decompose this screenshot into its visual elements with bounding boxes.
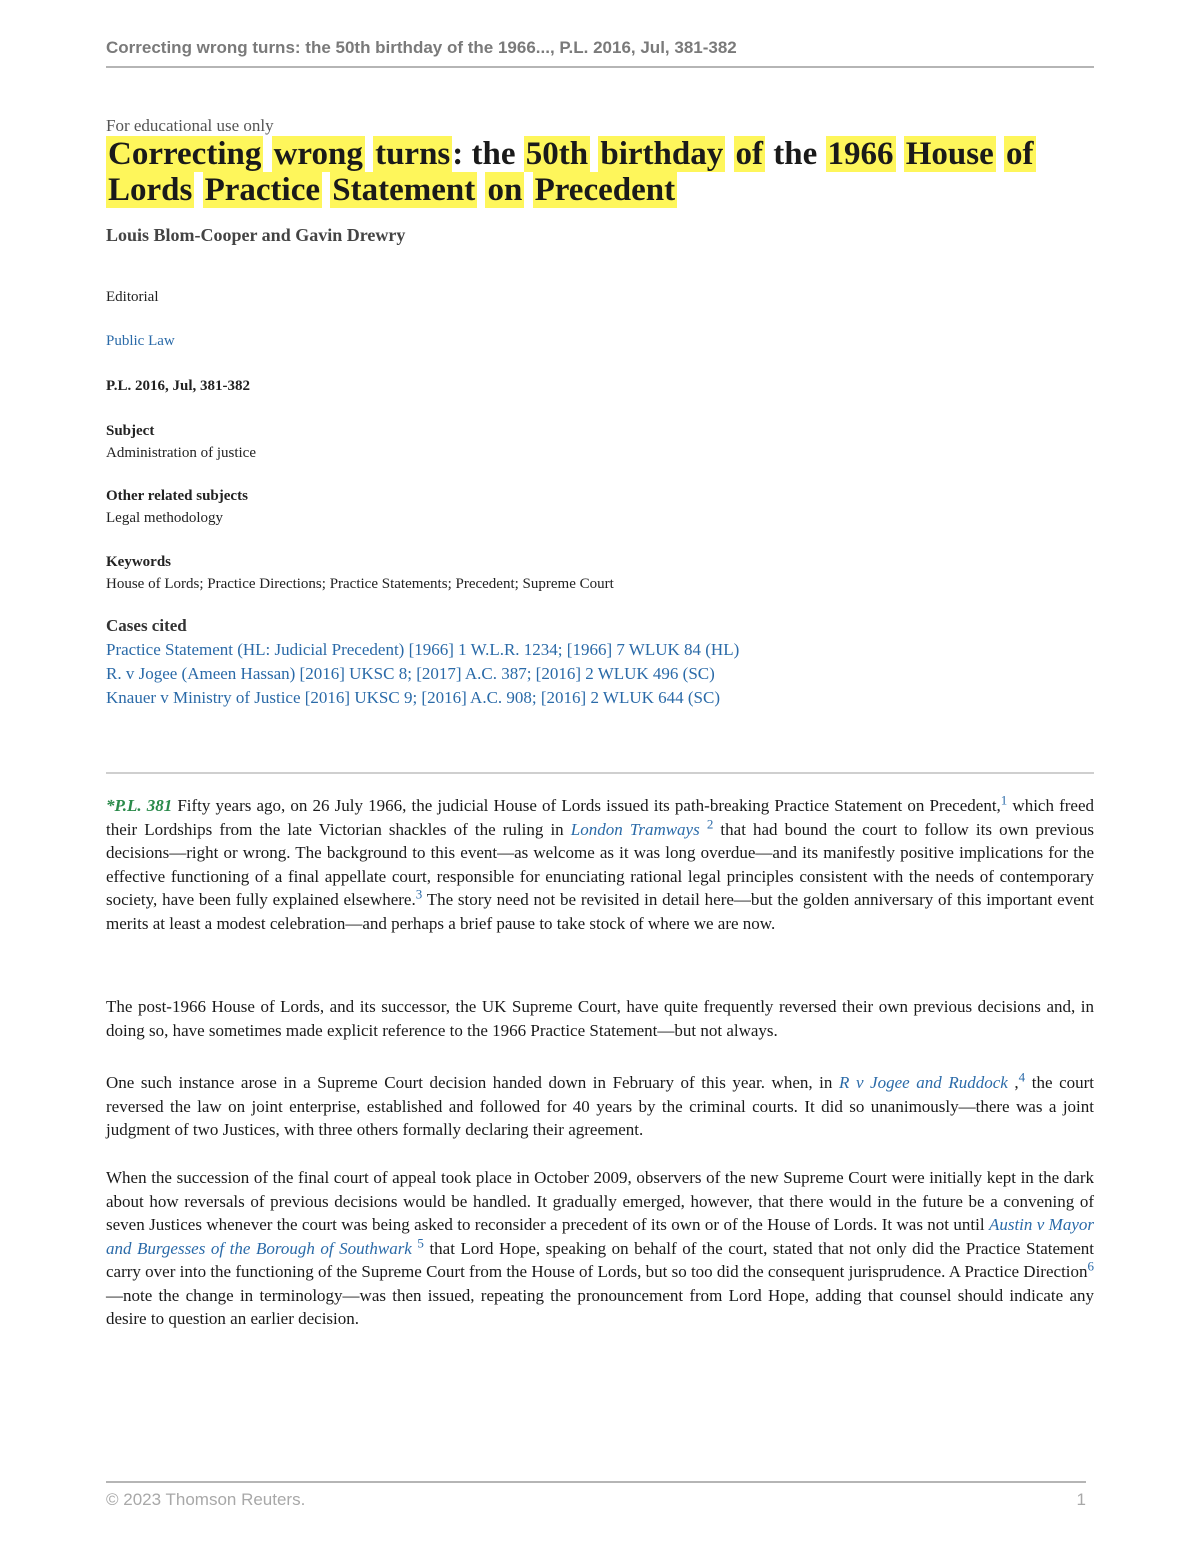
footnote-ref[interactable]: 3 xyxy=(415,886,423,902)
keywords-value: House of Lords; Practice Directions; Practice Statements; Precedent; Supreme Court xyxy=(106,576,614,592)
case-reference-link[interactable]: London Tramways xyxy=(570,819,700,839)
footer-divider xyxy=(106,1481,1086,1483)
title-word: 50th xyxy=(525,136,589,172)
citation: P.L. 2016, Jul, 381-382 xyxy=(106,378,251,394)
page-number: 1 xyxy=(1076,1490,1086,1509)
paragraph-text: , xyxy=(1007,1073,1019,1092)
title-word: Precedent xyxy=(534,172,676,208)
document-title xyxy=(106,136,1096,208)
title-word: Practice xyxy=(204,172,321,208)
title-word: Lords xyxy=(108,172,193,208)
footnote-ref[interactable]: 2 xyxy=(706,815,714,831)
title-colon: : xyxy=(452,136,464,172)
footnote-ref[interactable]: 4 xyxy=(1018,1069,1026,1085)
case-reference-link[interactable]: Austin v Mayor and Burgesses of the Borough of Southwark xyxy=(106,1215,1094,1258)
footnote-ref[interactable]: 1 xyxy=(1000,792,1008,808)
paragraph-text: Fifty years ago, on 26 July 1966, the judicial House of Lords issued its path-breaking Practice Statement on Precedent, xyxy=(172,796,1001,815)
educational-use-note: For educational use only xyxy=(106,116,274,135)
paragraph-text: that had bound the court to follow its own previous decisions—right or wrong. The background to this event—as welcome as it was long overdue—and its manifestly positive implications for the effective functioning of a final appellate court, responsible for enunciating rational legal principles consistent with the needs of contemporary society, have been fully explained elsewhere. xyxy=(106,819,1094,909)
journal-link[interactable]: Public Law xyxy=(106,333,175,349)
title-word: of xyxy=(735,136,763,172)
subject-value: Administration of justice xyxy=(106,445,256,461)
case-link[interactable]: Knauer v Ministry of Justice [2016] UKSC 9; [2016] A.C. 908; [2016] 2 WLUK 644 (SC) xyxy=(106,688,721,707)
title-word: the xyxy=(471,136,516,172)
title-word: House xyxy=(905,136,994,172)
related-subjects-label: Other related subjects xyxy=(106,488,248,504)
paragraph-text: the court reversed the law on joint enterprise, established and followed for 40 years by the criminal courts. It did so unanimously—there was a joint judgment of two Justices, with three others formally declaring their agreement. xyxy=(106,1073,1095,1139)
paragraph-text: which freed their Lordships from the late Victorian shackles of the ruling in xyxy=(106,796,1094,839)
title-word: Correcting xyxy=(108,136,262,172)
footnote-ref[interactable]: 6 xyxy=(1087,1258,1095,1274)
title-word: 1966 xyxy=(827,136,894,172)
running-header-title: Correcting wrong turns: the 50th birthday of the 1966..., P.L. 2016, Jul, 381-382 xyxy=(106,38,737,57)
body-divider xyxy=(106,772,1094,774)
document-type: Editorial xyxy=(106,289,159,305)
keywords-label: Keywords xyxy=(106,554,171,570)
body-paragraph xyxy=(106,794,1094,935)
title-word: wrong xyxy=(273,136,363,172)
star-page-marker: *P.L. 381 xyxy=(106,796,173,815)
body-paragraph: The post-1966 House of Lords, and its successor, the UK Supreme Court, have quite frequently reversed their own previous decisions and, in doing so, have sometimes made explicit reference to the 1966 Practice Statement—but not always. xyxy=(106,997,1094,1040)
subject-label: Subject xyxy=(106,423,155,439)
case-link[interactable]: R. v Jogee (Ameen Hassan) [2016] UKSC 8; [2017] A.C. 387; [2016] 2 WLUK 496 (SC) xyxy=(106,664,715,683)
title-word: of xyxy=(1006,136,1034,172)
title-word: birthday xyxy=(600,136,724,172)
related-subjects-value: Legal methodology xyxy=(106,510,224,526)
cases-cited-label: Cases cited xyxy=(106,616,187,635)
case-link[interactable]: Practice Statement (HL: Judicial Precedent) [1966] 1 W.L.R. 1234; [1966] 7 WLUK 84 (HL) xyxy=(106,640,740,659)
title-word: turns xyxy=(375,136,451,172)
body-paragraph xyxy=(106,1166,1094,1331)
paragraph-text: The story need not be revisited in detail here—but the golden anniversary of this important event merits at least a modest celebration—and perhaps a brief pause to take stock of where we are now. xyxy=(106,890,1094,933)
document-authors: Louis Blom-Cooper and Gavin Drewry xyxy=(106,225,406,245)
body-paragraph xyxy=(106,1071,1094,1142)
header-divider xyxy=(106,66,1094,68)
title-word: the xyxy=(773,136,818,172)
paragraph-text: One such instance arose in a Supreme Court decision handed down in February of this year. when, in xyxy=(106,1073,839,1092)
title-word: on xyxy=(487,172,523,208)
footer-copyright: © 2023 Thomson Reuters. xyxy=(106,1490,306,1509)
paragraph-text: that Lord Hope, speaking on behalf of the court, stated that not only did the Practice Statement carry over into the functioning of the Supreme Court from the House of Lords, but so too did the consequent jurisprudence. A Practice Direction xyxy=(106,1238,1095,1281)
title-word: Statement xyxy=(332,172,476,208)
paragraph-text: When the succession of the final court of appeal took place in October 2009, observers of the new Supreme Court were initially kept in the dark about how reversals of previous decisions would be handled. It gradually emerged, however, that there would in the future be a convening of seven Justices whenever the court was being asked to reconsider a precedent of its own or of the House of Lords. It was not until xyxy=(106,1168,1094,1234)
paragraph-text: —note the change in terminology—was then issued, repeating the pronouncement from Lord Hope, adding that counsel should indicate any desire to question an earlier decision. xyxy=(106,1285,1094,1328)
footnote-ref[interactable]: 5 xyxy=(417,1234,424,1250)
case-reference-link[interactable]: R v Jogee and Ruddock xyxy=(838,1073,1008,1092)
